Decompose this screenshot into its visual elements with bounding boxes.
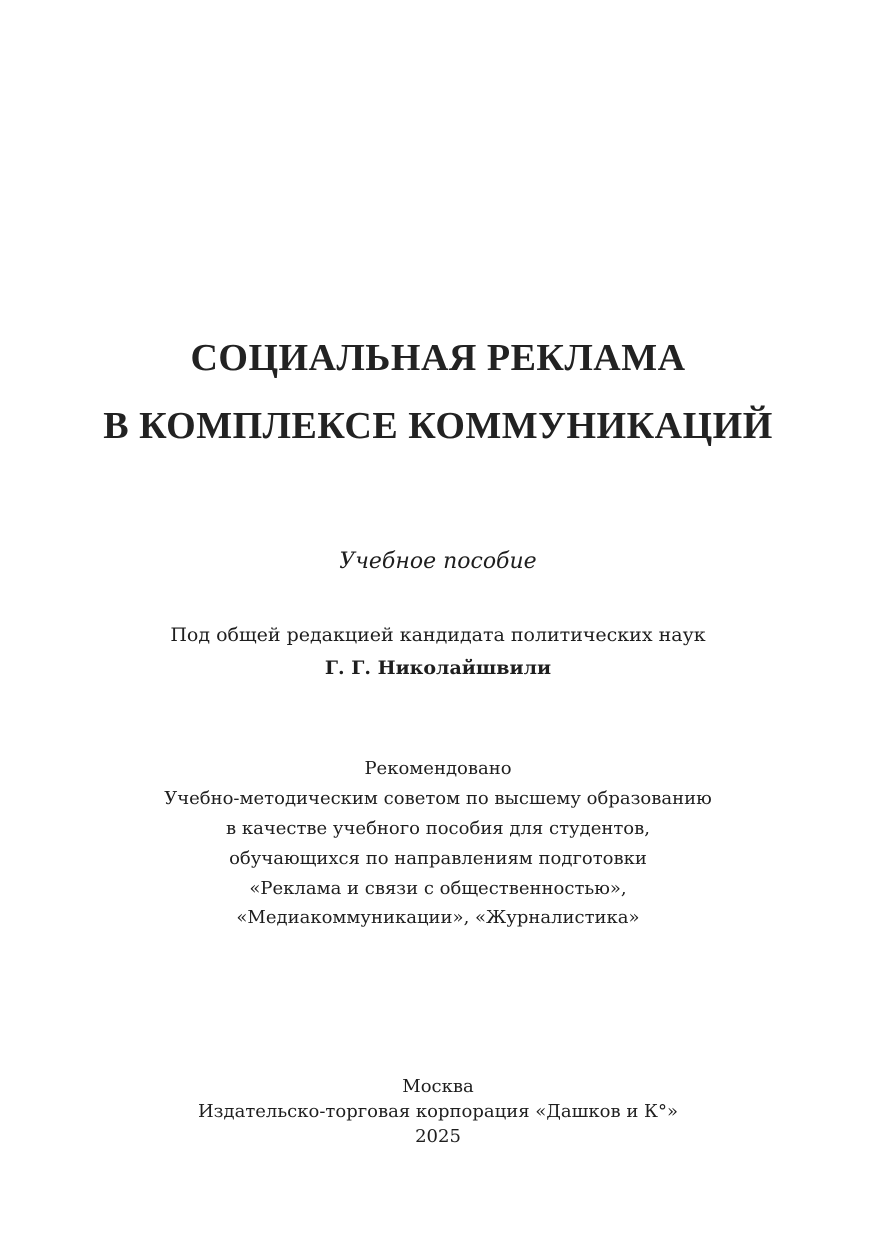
book-title-line-2: В КОМПЛЕКСЕ КОММУНИКАЦИЙ (103, 405, 773, 447)
editorship-note: Под общей редакцией кандидата политических наук (170, 624, 706, 646)
imprint-publisher: Издательско-торговая корпорация «Дашков и К°» (197, 1101, 678, 1122)
recommendation-line: Рекомендовано (364, 758, 512, 779)
recommendation-line: «Медиакоммуникации», «Журналистика» (236, 907, 640, 928)
imprint-city: Москва (402, 1076, 474, 1097)
recommendation-line: обучающихся по направлениям подготовки (229, 848, 647, 869)
imprint-year: 2025 (415, 1126, 461, 1147)
editor-name: Г. Г. Николайшвили (324, 657, 552, 679)
recommendation-line: Учебно-методическим советом по высшему образованию (164, 788, 712, 809)
recommendation-line: в качестве учебного пособия для студентов, (225, 818, 650, 839)
recommendation-line: «Реклама и связи с общественностью», (249, 878, 627, 899)
book-title-line-1: СОЦИАЛЬНАЯ РЕКЛАМА (190, 337, 686, 379)
book-genre-subtitle: Учебное пособие (339, 549, 537, 574)
